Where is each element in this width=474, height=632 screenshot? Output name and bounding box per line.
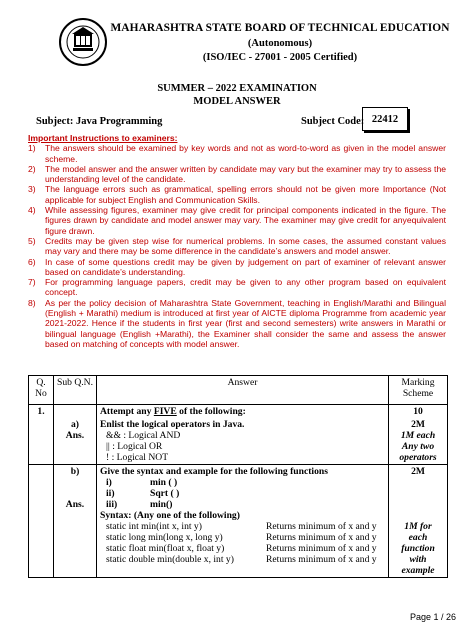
- marks: 2M: [411, 419, 425, 430]
- function-item: i) min ( ): [106, 477, 178, 488]
- instruction-text: While assessing figures, examiner may give credit for principal components indicated in the figure. The figures drawn by candidate and model answer may vary. The examiner may give credit for anyequivalent figure drawn.: [45, 205, 446, 236]
- instruction-number: 6): [28, 256, 36, 267]
- syntax-row: static long min(long x, long y) Returns minimum of x and y: [106, 532, 377, 543]
- answer-cell: [97, 465, 389, 578]
- instruction-item: [28, 277, 446, 298]
- instruction-number: 3): [28, 184, 36, 195]
- instruction-number: 8): [28, 297, 36, 308]
- sub-q-label: a): [71, 419, 79, 430]
- instruction-text: As per the policy decision of Maharashtra State Government, teaching in English/Marathi and Bilingual (English + Marathi) medium is introduced at first year of AICTE diploma Programme from academic year 2021-2022. Hence if the students in first year (first and second semesters) write answers in Marathi or bilingual language (English +Marathi), the Examiner shall consider the same and assess the answer based on matching of concepts with model answer.: [45, 297, 446, 349]
- header-q-no: Q. No: [29, 376, 54, 405]
- question-text: Give the syntax and example for the following functions: [100, 466, 328, 477]
- ans-label: Ans.: [65, 430, 85, 441]
- header-sub-qn: Sub Q.N.: [54, 376, 97, 405]
- instruction-text: The answers should be examined by key words and not as word-to-word as given in the model answer scheme.: [45, 143, 446, 164]
- instruction-item: [28, 143, 446, 164]
- instruction-number: 2): [28, 163, 36, 174]
- syntax-row: static int min(int x, int y) Returns minimum of x and y: [106, 521, 377, 532]
- subject-code-label: Subject Code:: [301, 116, 365, 127]
- scheme-note: 1M for each function with example: [401, 521, 435, 576]
- msbte-logo: [58, 17, 108, 67]
- operator-item: && : Logical AND: [106, 430, 181, 441]
- sub-q-label: b): [70, 466, 80, 477]
- marking-cell: [389, 465, 448, 578]
- exam-type: MODEL ANSWER: [193, 96, 281, 107]
- operator-item: || : Logical OR: [106, 441, 163, 452]
- syntax-row: static float min(float x, float y) Returns minimum of x and y: [106, 543, 377, 554]
- instruction-number: 4): [28, 205, 36, 216]
- table-row: [29, 465, 448, 578]
- instruction-text: The language errors such as grammatical, spelling errors should not be given more Importance (Not applicable for subject English and Communication Skills.: [45, 184, 446, 205]
- instructions-title: Important Instructions to examiners:: [28, 133, 178, 143]
- autonomous-label: (Autonomous): [247, 38, 313, 49]
- table-header-row: [29, 376, 448, 405]
- marks: 2M: [411, 466, 425, 477]
- answer-table: [28, 375, 448, 578]
- marks: 10: [413, 406, 423, 417]
- scheme-note: 1M each Any two operators: [399, 430, 437, 463]
- sub-q-cell: [54, 465, 97, 578]
- q-number: 1.: [29, 405, 54, 465]
- subject-code-box: 22412: [362, 107, 408, 131]
- exam-session: SUMMER – 2022 EXAMINATION: [157, 83, 317, 94]
- instruction-item: [28, 184, 446, 205]
- function-item: ii) Sqrt ( ): [106, 488, 180, 499]
- instruction-text: The model answer and the answer written by candidate may vary but the examiner may try to assess the understanding level of the candidate.: [45, 163, 446, 185]
- answer-cell: [97, 405, 389, 465]
- instruction-number: 7): [28, 277, 36, 288]
- instruction-item: [28, 257, 446, 278]
- question-text: Enlist the logical operators in Java.: [100, 419, 245, 430]
- instruction-number: 5): [28, 235, 36, 246]
- marking-cell: [389, 405, 448, 465]
- syntax-label: Syntax: (Any one of the following): [100, 510, 240, 521]
- instructions-block: [28, 133, 446, 349]
- header-answer: Answer: [97, 376, 389, 405]
- table-row: [29, 405, 448, 465]
- instruction-item: [28, 164, 446, 185]
- instruction-item: [28, 205, 446, 236]
- operator-item: ! : Logical NOT: [106, 452, 169, 463]
- question-text: Attempt any FIVE of the following:: [100, 406, 246, 417]
- function-item: iii) min(): [106, 499, 173, 510]
- instruction-text: Credits may be given step wise for numerical problems. In some cases, the assumed constant values may vary and there may be some difference in the candidate’s answers and model answer.: [45, 235, 446, 257]
- instruction-item: [28, 298, 446, 349]
- instruction-text: In case of some questions credit may be given by judgement on part of examiner of relevant answer based on candidate’s understanding.: [45, 256, 446, 277]
- instruction-text: For programming language papers, credit may be given to any other program based on equivalent concept.: [45, 277, 446, 298]
- certification-label: (ISO/IEC - 27001 - 2005 Certified): [202, 52, 358, 63]
- instruction-item: [28, 236, 446, 257]
- subject-name: Subject: Java Programming: [36, 116, 163, 127]
- ans-label: Ans.: [65, 499, 85, 510]
- sub-q-cell: [54, 405, 97, 465]
- header-marking-scheme: Marking Scheme: [389, 376, 448, 405]
- board-name: MAHARASHTRA STATE BOARD OF TECHNICAL EDUCATION: [110, 22, 450, 34]
- page-number: Page 1 / 26: [409, 612, 456, 622]
- instruction-number: 1): [28, 143, 36, 154]
- syntax-row: static double min(double x, int y) Returns minimum of x and y: [106, 554, 377, 565]
